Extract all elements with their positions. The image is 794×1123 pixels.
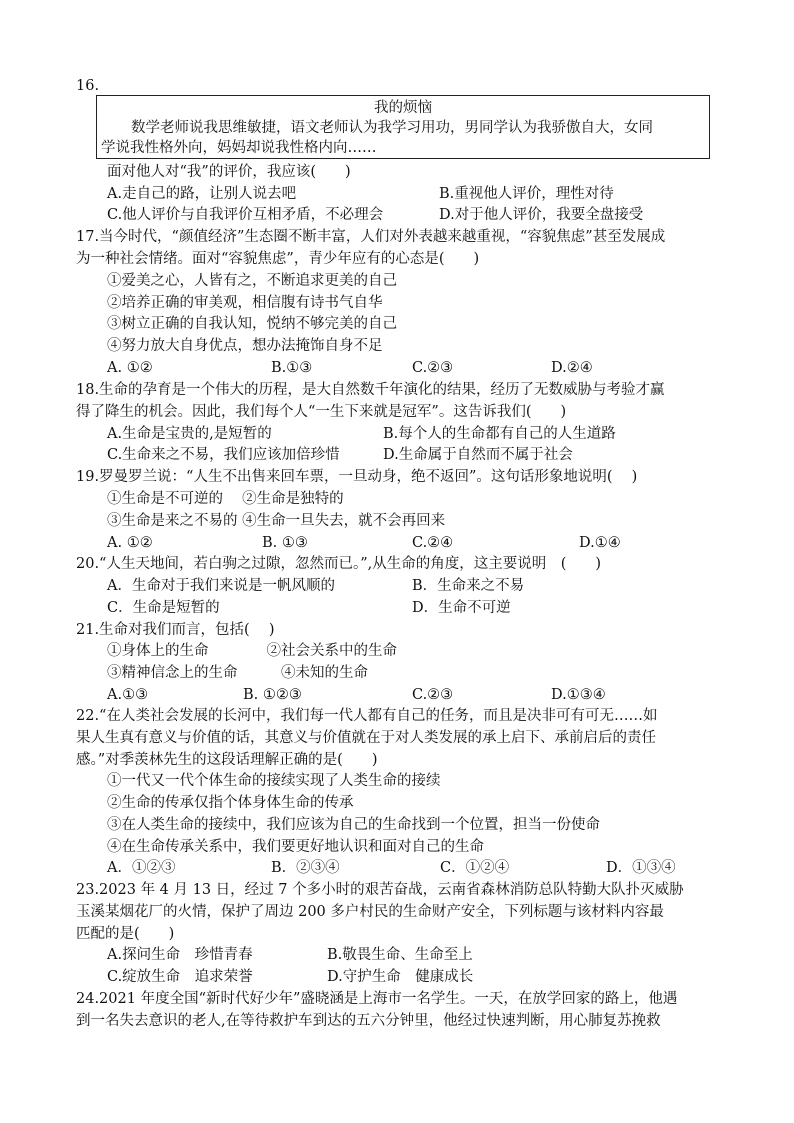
q24-stem-line-1: 24.2021 年度全国“新时代好少年”盛晓涵是上海市一名学生。一天，在放学回家的路上，他遇 xyxy=(76,991,678,1007)
q16-number: 16. xyxy=(76,78,100,94)
q21-option-c: C.②③ xyxy=(412,687,454,703)
q23-stem-line-1: 23.2023 年 4 月 13 日，经过 7 个多小时的艰苦奋战，云南省森林消防总队特勤大队扑灭威胁 xyxy=(76,882,684,898)
q20-stem: 20.“人生天地间，若白驹之过隙，忽然而已。”,从生命的角度，这主要说明 ( ) xyxy=(76,556,602,572)
q21-statements-3-4: ③精神信念上的生命 ④未知的生命 xyxy=(107,665,368,681)
q22-statement-3: ③在人类生命的接续中，我们应该为自己的生命找到一个位置，担当一份使命 xyxy=(107,817,600,833)
q22-statement-1: ①一代又一代个体生命的接续实现了人类生命的接续 xyxy=(107,773,441,789)
q22-statement-4: ④在生命传承关系中，我们要更好地认识和面对自己的生命 xyxy=(107,839,484,855)
q18-stem-line-1: 18.生命的孕育是一个伟大的历程，是大自然数千年演化的结果，经历了无数威胁与考验才赢 xyxy=(76,382,665,398)
q21-stem: 21.生命对我们而言，包括( ) xyxy=(76,622,275,638)
q17-option-d: D.②④ xyxy=(551,360,593,376)
q22-option-d: D．①③④ xyxy=(606,860,676,876)
q20-option-c: C．生命是短暂的 xyxy=(107,600,220,616)
q16-option-a: A.走自己的路，让别人说去吧 xyxy=(107,186,297,202)
q18-stem-line-2: 得了降生的机会。因此，我们每个人“一生下来就是冠军”。这告诉我们( ) xyxy=(76,404,567,420)
q20-option-b: B．生命来之不易 xyxy=(412,578,525,594)
q17-statement-3: ③树立正确的自我认知，悦纳不够完美的自己 xyxy=(107,316,397,332)
q18-option-c: C.生命来之不易，我们应该加倍珍惜 xyxy=(107,447,340,463)
q16-option-d: D.对于他人评价，我要全盘接受 xyxy=(439,207,644,223)
q22-stem-line-1: 22.“在人类社会发展的长河中，我们每一代人都有自己的任务，而且是决非可有可无……如 xyxy=(76,708,658,724)
q21-statements-1-2: ①身体上的生命 ②社会关系中的生命 xyxy=(107,643,397,659)
q22-stem-line-3: 感。”对季羡林先生的这段话理解正确的是( ) xyxy=(76,752,378,768)
q16-option-b: B.重视他人评价，理性对待 xyxy=(439,186,614,202)
q17-option-c: C.②③ xyxy=(412,360,454,376)
q23-stem-line-3: 匹配的是( ) xyxy=(76,926,175,942)
q19-statements-3-4: ③生命是来之不易的 ④生命一旦失去，就不会再回来 xyxy=(107,513,446,529)
q22-option-a: A．①②③ xyxy=(107,860,176,876)
q17-stem-line-2: 为一种社会情绪。面对“容貌焦虑”，青少年应有的心态是( ) xyxy=(76,251,480,267)
q19-stem: 19.罗曼罗兰说：“人生不出售来回车票，一旦动身，绝不返回”。这句话形象地说明( ) xyxy=(76,469,638,485)
q23-option-b: B.敬畏生命、生命至上 xyxy=(327,947,473,963)
q23-option-d: D.守护生命 健康成长 xyxy=(327,969,474,985)
q19-option-a: A. ①② xyxy=(107,535,153,551)
q18-option-d: D.生命属于自然而不属于社会 xyxy=(383,447,573,463)
q16-option-c: C.他人评价与自我评价互相矛盾，不必理会 xyxy=(107,207,384,223)
q23-option-c: C.绽放生命 追求荣誉 xyxy=(107,969,253,985)
q17-statement-1: ①爱美之心，人皆有之，不断追求更美的自己 xyxy=(107,273,397,289)
q22-stem-line-2: 果人生真有意义与价值的话，其意义与价值就在于对人类发展的承上启下、承前启后的责任 xyxy=(76,730,656,746)
q17-statement-2: ②培养正确的审美观，相信腹有诗书气自华 xyxy=(107,295,383,311)
q16-stem: 面对他人对“我”的评价，我应该( ) xyxy=(107,164,351,180)
q16-box-title: 我的烦恼 xyxy=(374,100,432,116)
q21-option-d: D.①③④ xyxy=(551,687,606,703)
q17-statement-4: ④努力放大自身优点，想办法掩饰自身不足 xyxy=(107,338,383,354)
q22-statement-2: ②生命的传承仅指个体身体生命的传承 xyxy=(107,795,354,811)
q22-option-b: B．②③④ xyxy=(271,860,340,876)
q20-option-d: D．生命不可逆 xyxy=(412,600,511,616)
q22-option-c: C．①②④ xyxy=(440,860,510,876)
q16-box-line-2: 学说我性格外向，妈妈却说我性格内向…… xyxy=(101,140,377,156)
q19-option-d: D.①④ xyxy=(579,535,621,551)
q17-stem-line-1: 17.当今时代，“颜值经济”生态圈不断丰富，人们对外表越来越重视，“容貌焦虑”甚至发展成 xyxy=(76,229,666,245)
q21-option-a: A.①③ xyxy=(107,687,149,703)
q23-stem-line-2: 玉溪某烟花厂的火情，保护了周边 200 多户村民的生命财产安全，下列标题与该材料内容最 xyxy=(76,904,664,920)
q17-option-a: A. ①② xyxy=(107,360,153,376)
q23-option-a: A.探问生命 珍惜青春 xyxy=(107,947,253,963)
q21-option-b: B. ①②③ xyxy=(243,687,302,703)
q18-option-b: B.每个人的生命都有自己的人生道路 xyxy=(383,426,616,442)
q18-option-a: A.生命是宝贵的,是短暂的 xyxy=(107,426,272,442)
q19-option-b: B. ①③ xyxy=(262,535,308,551)
q17-option-b: B.①③ xyxy=(271,360,313,376)
q16-box-line-1: 数学老师说我思维敏捷，语文老师认为我学习用功，男同学认为我骄傲自大，女同 xyxy=(131,120,653,136)
q24-stem-line-2: 到一名失去意识的老人,在等待救护车到达的五六分钟里，他经过快速判断，用心肺复苏挽救 xyxy=(76,1013,661,1029)
q19-statements-1-2: ①生命是不可逆的 ②生命是独特的 xyxy=(107,491,344,507)
q20-option-a: A．生命对于我们来说是一帆风顺的 xyxy=(107,578,335,594)
q19-option-c: C.②④ xyxy=(412,535,454,551)
q16-material-box xyxy=(96,95,710,159)
